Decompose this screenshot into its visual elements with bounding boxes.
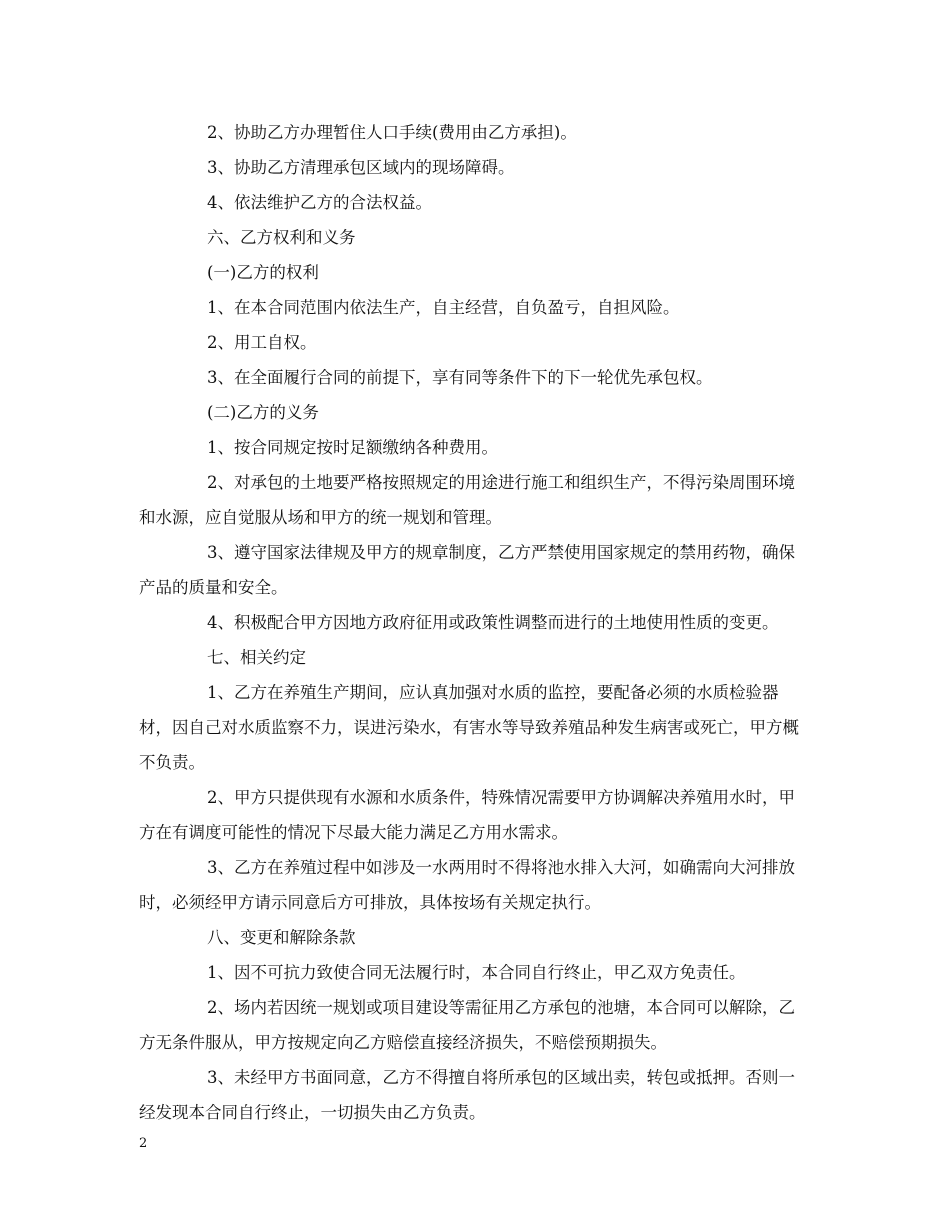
subsection-number: (二) <box>207 403 237 422</box>
item-number: 2、 <box>207 788 234 807</box>
paragraph-text: 按合同规定按时足额缴纳各种费用。 <box>234 438 498 457</box>
paragraph <box>139 955 811 990</box>
paragraph-text: 遵守国家法律规及甲方的规章制度，乙方严禁使用国家规定的禁用药物，确保产品的质量和安全。 <box>139 543 795 597</box>
item-number: 2、 <box>207 998 234 1017</box>
subsection-number: (一) <box>207 263 237 282</box>
paragraph-text: 协助乙方办理暂住人口手续(费用由乙方承担)。 <box>234 123 577 142</box>
paragraph <box>139 360 811 395</box>
paragraph <box>139 290 811 325</box>
paragraph <box>139 780 811 850</box>
section-number: 八、 <box>207 928 240 947</box>
paragraph <box>139 1060 811 1130</box>
item-number: 3、 <box>207 1068 234 1087</box>
paragraph-text: 用工自权。 <box>234 333 317 352</box>
subsection-title: 乙方的权利 <box>236 263 319 282</box>
item-number: 1、 <box>207 963 234 982</box>
paragraph-text: 在本合同范围内依法生产，自主经营，自负盈亏，自担风险。 <box>234 298 680 317</box>
section-heading <box>139 920 811 955</box>
paragraph <box>139 115 811 150</box>
section-number: 七、 <box>207 648 240 667</box>
section-heading <box>139 640 811 675</box>
paragraph <box>139 430 811 465</box>
item-number: 1、 <box>207 298 234 317</box>
item-number: 4、 <box>207 613 234 632</box>
item-number: 1、 <box>207 683 234 702</box>
paragraph-text: 协助乙方清理承包区域内的现场障碍。 <box>234 158 515 177</box>
section-title: 乙方权利和义务 <box>240 228 356 247</box>
item-number: 3、 <box>207 543 234 562</box>
item-number: 2、 <box>207 473 234 492</box>
paragraph-text: 乙方在养殖生产期间，应认真加强对水质的监控，要配备必须的水质检验器材，因自己对水质监察不力，误进污染水，有害水等导致养殖品种发生病害或死亡，甲方概不负责。 <box>139 683 799 772</box>
item-number: 2、 <box>207 333 234 352</box>
paragraph <box>139 675 811 780</box>
paragraph-text: 未经甲方书面同意，乙方不得擅自将所承包的区域出卖，转包或抵押。否则一经发现本合同自行终止，一切损失由乙方负责。 <box>139 1068 795 1122</box>
paragraph-text: 在全面履行合同的前提下，享有同等条件下的下一轮优先承包权。 <box>234 368 713 387</box>
paragraph <box>139 465 811 535</box>
paragraph-text: 乙方在养殖过程中如涉及一水两用时不得将池水排入大河，如确需向大河排放时，必须经甲方请示同意后方可排放，具体按场有关规定执行。 <box>139 858 795 912</box>
subsection-heading <box>139 395 811 430</box>
paragraph <box>139 850 811 920</box>
item-number: 1、 <box>207 438 234 457</box>
section-title: 相关约定 <box>240 648 306 667</box>
section-number: 六、 <box>207 228 240 247</box>
document-body <box>139 115 811 1130</box>
paragraph <box>139 150 811 185</box>
item-number: 2、 <box>207 123 234 142</box>
item-number: 3、 <box>207 368 234 387</box>
paragraph-text: 甲方只提供现有水源和水质条件，特殊情况需要甲方协调解决养殖用水时，甲方在有调度可能性的情况下尽最大能力满足乙方用水需求。 <box>139 788 795 842</box>
section-heading <box>139 220 811 255</box>
section-title: 变更和解除条款 <box>240 928 356 947</box>
page-number: 2 <box>139 1136 148 1151</box>
item-number: 4、 <box>207 193 234 212</box>
item-number: 3、 <box>207 158 234 177</box>
subsection-heading <box>139 255 811 290</box>
paragraph-text: 因不可抗力致使合同无法履行时，本合同自行终止，甲乙双方免责任。 <box>234 963 746 982</box>
paragraph <box>139 185 811 220</box>
subsection-title: 乙方的义务 <box>236 403 319 422</box>
paragraph-text: 对承包的土地要严格按照规定的用途进行施工和组织生产，不得污染周围环境和水源，应自觉服从场和甲方的统一规划和管理。 <box>139 473 795 527</box>
paragraph <box>139 325 811 360</box>
paragraph-text: 场内若因统一规划或项目建设等需征用乙方承包的池塘，本合同可以解除，乙方无条件服从，甲方按规定向乙方赔偿直接经济损失，不赔偿预期损失。 <box>139 998 795 1052</box>
paragraph <box>139 605 811 640</box>
paragraph <box>139 990 811 1060</box>
paragraph-text: 依法维护乙方的合法权益。 <box>234 193 432 212</box>
paragraph-text: 积极配合甲方因地方政府征用或政策性调整而进行的土地使用性质的变更。 <box>234 613 779 632</box>
paragraph <box>139 535 811 605</box>
item-number: 3、 <box>207 858 234 877</box>
